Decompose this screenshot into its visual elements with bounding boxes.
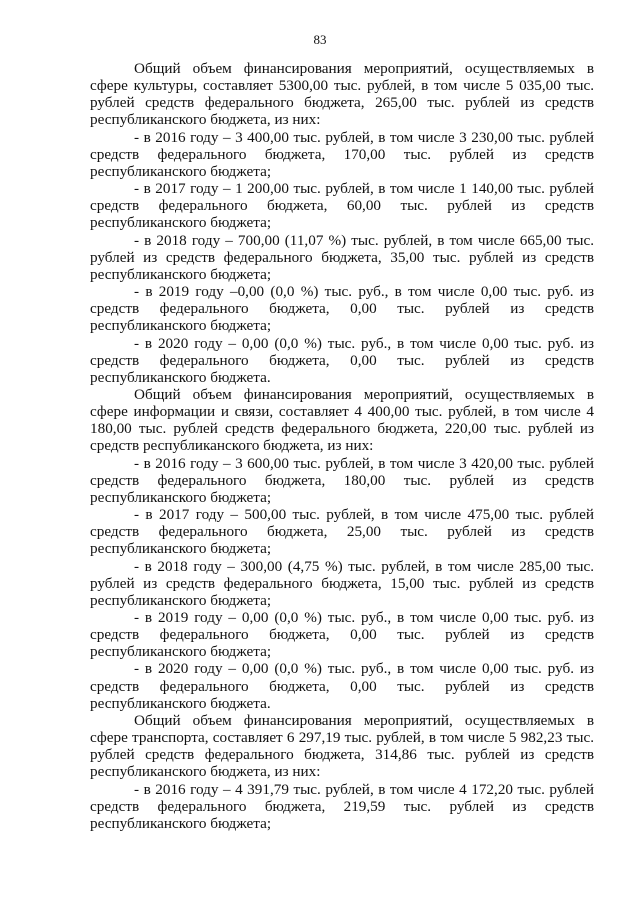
paragraph-culture-2018: - в 2018 году – 700,00 (11,07 %) тыс. рублей, в том числе 665,00 тыс. рублей из средств федерального бюджета, 35,00 тыс. рублей из средств республиканского бюджета; bbox=[90, 231, 594, 283]
paragraph-info-2019: - в 2019 году – 0,00 (0,0 %) тыс. руб., в том числе 0,00 тыс. руб. из средств федерального бюджета, 0,00 тыс. рублей из средств республиканского бюджета; bbox=[90, 609, 594, 661]
paragraph-info-2016: - в 2016 году – 3 600,00 тыс. рублей, в том числе 3 420,00 тыс. рублей средств федерального бюджета, 180,00 тыс. рублей из средств республиканского бюджета; bbox=[90, 454, 594, 506]
document-body bbox=[90, 60, 594, 832]
paragraph-info-2018: - в 2018 году – 300,00 (4,75 %) тыс. рублей, в том числе 285,00 тыс. рублей из средств федерального бюджета, 15,00 тыс. рублей из средств республиканского бюджета; bbox=[90, 557, 594, 609]
paragraph-info-2017: - в 2017 году – 500,00 тыс. рублей, в том числе 475,00 тыс. рублей средств федерального бюджета, 25,00 тыс. рублей из средств республиканского бюджета; bbox=[90, 506, 594, 558]
paragraph-info-2020: - в 2020 году – 0,00 (0,0 %) тыс. руб., в том числе 0,00 тыс. руб. из средств федерального бюджета, 0,00 тыс. рублей из средств республиканского бюджета. bbox=[90, 660, 594, 712]
paragraph-culture-2019: - в 2019 году –0,00 (0,0 %) тыс. руб., в том числе 0,00 тыс. руб. из средств федерального бюджета, 0,00 тыс. рублей из средств республиканского бюджета; bbox=[90, 283, 594, 335]
paragraph-culture-2016: - в 2016 году – 3 400,00 тыс. рублей, в том числе 3 230,00 тыс. рублей средств федерального бюджета, 170,00 тыс. рублей из средств республиканского бюджета; bbox=[90, 128, 594, 180]
page-number: 83 bbox=[313, 32, 327, 47]
paragraph-transport-2016: - в 2016 году – 4 391,79 тыс. рублей, в том числе 4 172,20 тыс. рублей средств федерального бюджета, 219,59 тыс. рублей из средств республиканского бюджета; bbox=[90, 780, 594, 832]
paragraph-culture-2020: - в 2020 году – 0,00 (0,0 %) тыс. руб., в том числе 0,00 тыс. руб. из средств федерального бюджета, 0,00 тыс. рублей из средств республиканского бюджета. bbox=[90, 334, 594, 386]
paragraph-info-total: Общий объем финансирования мероприятий, осуществляемых в сфере информации и связи, составляет 4 400,00 тыс. рублей, в том числе 4 180,00 тыс. рублей средств федерального бюджета, 220,00 тыс. рублей из средств республиканского бюджета, из них: bbox=[90, 385, 594, 455]
paragraph-culture-total: Общий объем финансирования мероприятий, осуществляемых в сфере культуры, составляет 5300,00 тыс. рублей, в том числе 5 035,00 тыс. рублей средств федерального бюджета, 265,00 тыс. рублей из средств республиканского бюджета, из них: bbox=[90, 60, 594, 129]
paragraph-transport-total: Общий объем финансирования мероприятий, осуществляемых в сфере транспорта, составляет 6 297,19 тыс. рублей, в том числе 5 982,23 тыс. рублей средств федерального бюджета, 314,86 тыс. рублей из средств республиканского бюджета, из них: bbox=[90, 711, 594, 781]
paragraph-culture-2017: - в 2017 году – 1 200,00 тыс. рублей, в том числе 1 140,00 тыс. рублей средств федерального бюджета, 60,00 тыс. рублей из средств республиканского бюджета; bbox=[90, 180, 594, 232]
